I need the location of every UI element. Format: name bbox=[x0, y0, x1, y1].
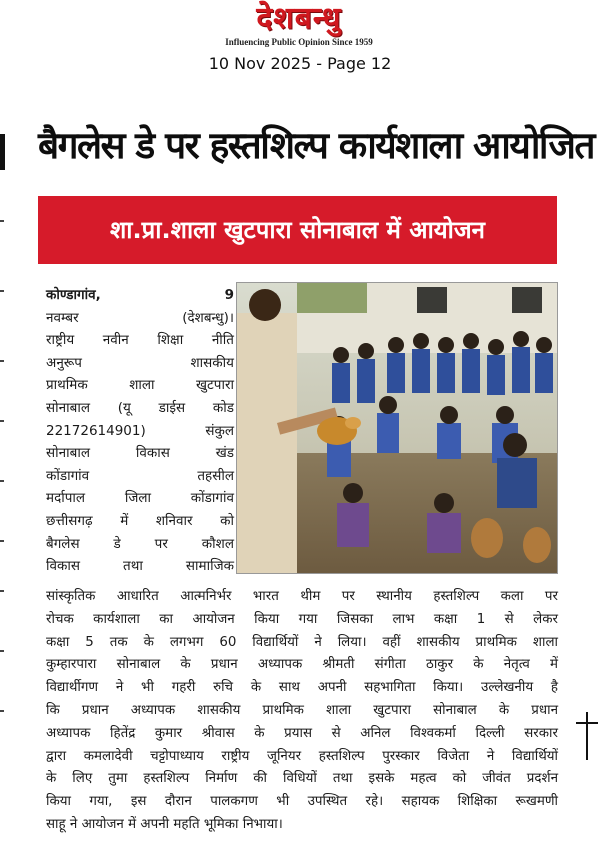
newspaper-tagline: Influencing Public Opinion Since 1959 bbox=[225, 37, 373, 47]
column-line: नवम्बर (देशबन्धु)। bbox=[46, 309, 234, 326]
column-line: मर्दापाल जिला कोंडागांव bbox=[46, 490, 234, 507]
column-line: राष्ट्रीय नवीन शिक्षा नीति bbox=[46, 332, 234, 349]
body-line: द्वारा कमलादेवी चट्टोपाध्याय राष्ट्रीय जूनियर हस्तशिल्प पुरस्कार विजेता ने विद्यार्थियों bbox=[46, 748, 558, 764]
column-line: विकास तथा सामाजिक bbox=[46, 558, 234, 575]
article-headline: बैगलेस डे पर हस्तशिल्प कार्यशाला आयोजित bbox=[38, 124, 595, 167]
article-body bbox=[46, 586, 558, 837]
article-column bbox=[46, 284, 234, 578]
body-line: साहू ने आयोजन में अपनी महति भूमिका निभाया। bbox=[46, 816, 283, 832]
body-line: सांस्कृतिक आधारित आत्मनिर्भर भारत थीम पर स्थानीय हस्तशिल्प कला पर bbox=[46, 589, 558, 604]
column-line: सोनाबाल (यू डाईस कोड bbox=[46, 399, 234, 416]
body-line: कुम्हारपारा सोनाबाल के प्रधान अध्यापक श्रीमती संगीता ठाकुर के नेतृत्व में bbox=[46, 657, 558, 673]
column-line: कोंडागांव तहसील bbox=[46, 467, 234, 484]
column-line: बैगलेस डे पर कौशल bbox=[46, 535, 234, 552]
workshop-photo-illustration bbox=[237, 283, 557, 573]
article-photo bbox=[236, 282, 558, 574]
column-line: प्राथमिक शाला खुटपारा bbox=[46, 377, 234, 394]
body-line: किया गया, इस दौरान पालकगण भी उपस्थित रहे। सहायक शिक्षिका रूखमणी bbox=[46, 794, 558, 810]
left-edge-ticks bbox=[0, 120, 5, 760]
crop-mark bbox=[576, 712, 598, 760]
column-line: कोण्डागांव, 9 bbox=[46, 287, 234, 303]
body-line: रोचक कार्यशाला का आयोजन किया गया जिसका लाभ कक्षा 1 से लेकर bbox=[46, 611, 558, 627]
column-line: 22172614901) संकुल bbox=[46, 422, 234, 439]
body-line: अध्यापक हितेंद्र कुमार श्रीवास के प्रयास से अनिल विश्वकर्मा दिल्ली सरकार bbox=[46, 725, 558, 741]
column-line: सोनाबाल विकास खंड bbox=[46, 445, 234, 462]
article-subhead: शा.प्रा.शाला खुटपारा सोनाबाल में आयोजन bbox=[38, 196, 557, 264]
masthead bbox=[0, 0, 600, 52]
body-line: विद्यार्थीगण ने भी गहरी रुचि के साथ अपनी सहभागिता किया। उल्लेखनीय है bbox=[46, 680, 558, 696]
body-line: के लिए तुमा हस्तशिल्प निर्माण की विधियों तथा इसके महत्व को जीवंत प्रदर्शन bbox=[46, 771, 558, 787]
page-dateline: 10 Nov 2025 - Page 12 bbox=[208, 54, 392, 73]
newspaper-logo: देशबन्धु bbox=[256, 1, 342, 36]
column-line: अनुरूप शासकीय bbox=[46, 354, 234, 371]
column-line: छत्तीसगढ़ में शनिवार को bbox=[46, 512, 234, 529]
body-line: कि प्रधान अध्यापक शासकीय प्राथमिक शाला खुटपारा सोनाबाल के प्रधान bbox=[46, 702, 558, 718]
body-line: कक्षा 5 तक के लगभग 60 विद्यार्थियों ने लिया। वहीं शासकीय प्राथमिक शाला bbox=[46, 634, 558, 650]
